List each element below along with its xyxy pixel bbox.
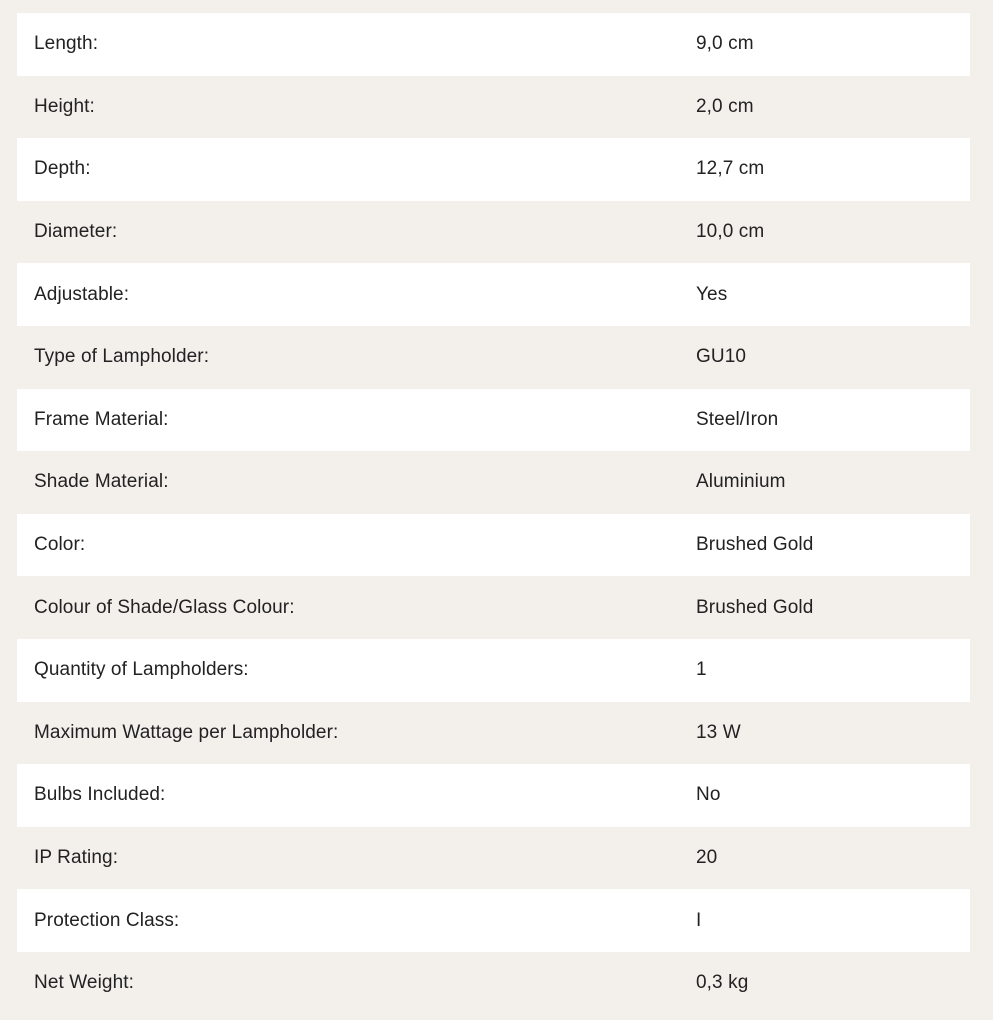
spec-value: 13 W <box>696 721 741 743</box>
spec-label: Diameter: <box>34 221 118 243</box>
spec-row-length <box>17 13 970 76</box>
spec-label: Maximum Wattage per Lampholder: <box>34 721 339 743</box>
spec-label: Shade Material: <box>34 471 169 493</box>
spec-label: Depth: <box>34 158 91 180</box>
spec-value: 10,0 cm <box>696 221 765 243</box>
spec-value: 2,0 cm <box>696 95 754 117</box>
spec-label: Net Weight: <box>34 972 135 994</box>
spec-row-adjustable <box>17 263 970 326</box>
spec-value: 1 <box>696 659 707 681</box>
spec-label: Colour of Shade/Glass Colour: <box>34 596 295 618</box>
specification-table <box>17 13 970 1015</box>
spec-row-net-weight <box>17 952 970 1015</box>
spec-label: Adjustable: <box>34 283 130 305</box>
spec-label: Height: <box>34 95 95 117</box>
spec-row-shade-colour <box>17 576 970 639</box>
spec-row-max-wattage <box>17 702 970 765</box>
spec-value: No <box>696 784 721 806</box>
spec-label: Bulbs Included: <box>34 784 166 806</box>
spec-label: Length: <box>34 33 99 55</box>
spec-row-ip-rating <box>17 827 970 890</box>
spec-row-height <box>17 76 970 139</box>
spec-row-diameter <box>17 201 970 264</box>
spec-value: 20 <box>696 847 718 869</box>
spec-row-bulbs-included <box>17 764 970 827</box>
spec-label: Quantity of Lampholders: <box>34 659 249 681</box>
spec-label: Type of Lampholder: <box>34 346 210 368</box>
spec-value: Brushed Gold <box>696 596 814 618</box>
spec-row-frame-material <box>17 389 970 452</box>
spec-value: GU10 <box>696 346 747 368</box>
spec-label: Color: <box>34 534 86 556</box>
spec-value: I <box>696 909 702 931</box>
spec-value: Aluminium <box>696 471 786 493</box>
spec-row-lampholder-type <box>17 326 970 389</box>
spec-row-depth <box>17 138 970 201</box>
spec-row-color <box>17 514 970 577</box>
spec-value: 0,3 kg <box>696 972 749 994</box>
spec-value: 12,7 cm <box>696 158 765 180</box>
spec-row-lampholder-quantity <box>17 639 970 702</box>
spec-value: Brushed Gold <box>696 534 814 556</box>
spec-row-protection-class <box>17 889 970 952</box>
spec-value: Yes <box>696 283 728 305</box>
spec-value: 9,0 cm <box>696 33 754 55</box>
spec-label: IP Rating: <box>34 847 119 869</box>
spec-value: Steel/Iron <box>696 408 779 430</box>
spec-label: Protection Class: <box>34 909 180 931</box>
spec-row-shade-material <box>17 451 970 514</box>
spec-label: Frame Material: <box>34 408 169 430</box>
